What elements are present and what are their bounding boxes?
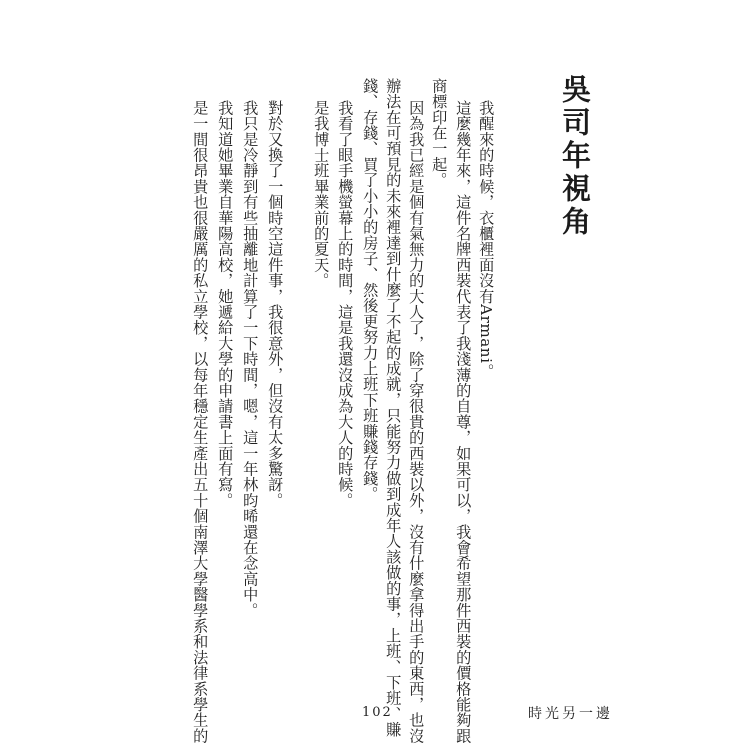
text-line-1: 我醒來的時候，衣櫃裡面沒有Armani。 <box>477 100 496 380</box>
chapter-title: 吳司年視角 <box>558 74 592 239</box>
text-line-9: 對於又換了一個時空這件事，我很意外，但沒有太多驚訝。 <box>266 100 285 509</box>
text-line-6: 錢、存錢、買了小小的房子、然後更努力上班下班賺錢存錢。 <box>361 78 380 502</box>
text-line-7: 我看了眼手機螢幕上的時間，這是我還沒成為大人的時候。 <box>336 100 355 509</box>
running-title: 時光另一邊 <box>528 706 613 722</box>
text-line-3: 商標印在一起。 <box>430 78 449 188</box>
text-line-12: 是一間很昂貴也很嚴厲的私立學校，以每年穩定生產出五十個南澤大學醫學系和法律系學生的 <box>191 100 210 744</box>
text-line-5: 辦法在可預見的未來裡達到什麼了不起的成就，只能努力做到成年人該做的事，上班、下班、賺 <box>384 78 403 738</box>
text-line-8: 是我博士班畢業前的夏天。 <box>312 100 331 289</box>
text-line-10: 我只是冷靜到有些抽離地計算了一下時間，嗯，這一年林昀晞還在念高中。 <box>241 100 260 619</box>
text-line-2: 這麼幾年來，這件名牌西裝代表了我淺薄的自尊，如果可以，我會希望那件西裝的價格能夠跟 <box>454 100 473 744</box>
page-number: 102 <box>362 705 393 720</box>
text-line-4: 因為我已經是個有氣無力的大人了，除了穿很貴的西裝以外，沒有什麼拿得出手的東西，也沒 <box>407 100 426 744</box>
text-line-11: 我知道她畢業自華陽高校，她遞給大學的申請書上面有寫。 <box>216 100 235 509</box>
